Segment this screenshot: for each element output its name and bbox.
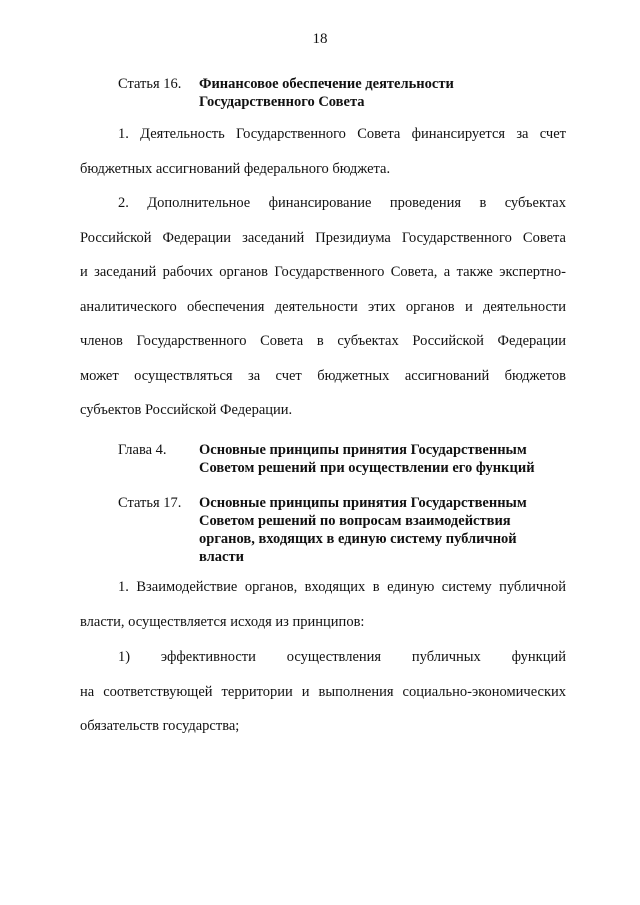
text-line: на соответствующей территории и выполнения социально-экономических xyxy=(80,683,566,700)
title-line: Основные принципы принятия Государственным xyxy=(199,495,527,511)
paragraph xyxy=(80,640,566,744)
text-line: 1. Взаимодействие органов, входящих в единую систему публичной xyxy=(118,579,566,595)
article-16-heading xyxy=(118,75,578,111)
text-line: аналитического обеспечения деятельности этих органов и деятельности xyxy=(80,298,566,315)
page-number: 18 xyxy=(312,31,328,47)
title-line: Основные принципы принятия Государственным xyxy=(199,442,527,458)
text-line: Российской Федерации заседаний Президиума Государственного Совета xyxy=(80,229,566,246)
article-number: Статья 17. xyxy=(118,495,182,511)
title-line: Государственного Совета xyxy=(199,94,365,110)
text-line: 2. Дополнительное финансирование проведения в субъектах xyxy=(118,195,566,211)
paragraph xyxy=(80,186,566,428)
title-line: органов, входящих в единую систему публичной xyxy=(199,531,517,547)
text-line: 1. Деятельность Государственного Совета финансируется за счет xyxy=(118,126,566,142)
article-number: Статья 16. xyxy=(118,76,182,92)
article-title xyxy=(199,75,454,111)
title-line: Советом решений при осуществлении его функций xyxy=(199,460,535,476)
chapter-4-heading xyxy=(118,441,578,477)
article-17-heading xyxy=(118,494,578,566)
title-line: власти xyxy=(199,549,244,565)
text-line: и заседаний рабочих органов Государственного Совета, а также экспертно- xyxy=(80,264,566,280)
text-line: бюджетных ассигнований федерального бюджета. xyxy=(80,160,391,177)
text-line: членов Государственного Совета в субъектах Российской Федерации xyxy=(80,333,566,349)
chapter-number: Глава 4. xyxy=(118,442,167,458)
text-line: субъектов Российской Федерации. xyxy=(80,402,293,418)
paragraph xyxy=(80,570,566,639)
text-line: 1) эффективности осуществления публичных функций xyxy=(118,649,566,665)
title-line: Финансовое обеспечение деятельности xyxy=(199,76,454,92)
chapter-title xyxy=(199,441,535,477)
text-line: власти, осуществляется исходя из принципов: xyxy=(80,613,365,630)
paragraph xyxy=(80,117,566,186)
title-line: Советом решений по вопросам взаимодействия xyxy=(199,513,511,529)
text-line: может осуществляться за счет бюджетных ассигнований бюджетов xyxy=(80,367,566,384)
text-line: обязательств государства; xyxy=(80,718,240,734)
article-title xyxy=(199,494,527,566)
